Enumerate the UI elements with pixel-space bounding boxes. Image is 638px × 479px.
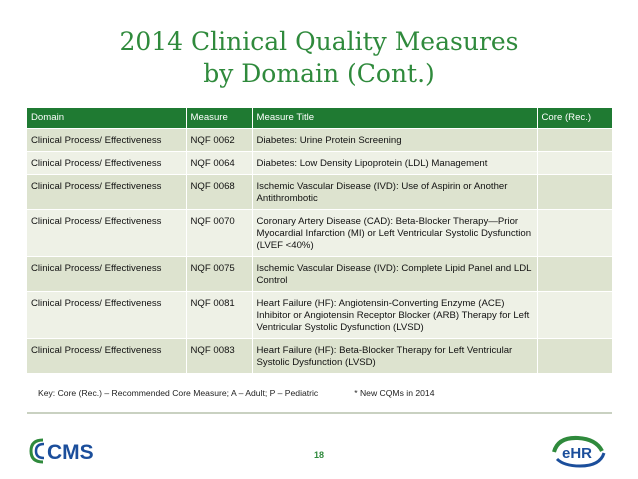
- table-row: [27, 128, 612, 151]
- new-cqm-note: * New CQMs in 2014: [354, 388, 435, 398]
- cell-title: Coronary Artery Disease (CAD): Beta-Blocker Therapy—Prior Myocardial Infarction (MI) or Left Ventricular Systolic Dysfunction (LVEF <40%): [252, 209, 537, 256]
- cell-domain: Clinical Process/ Effectiveness: [27, 338, 186, 373]
- ehr-logo-text: eHR: [562, 445, 593, 462]
- ehr-logo: [548, 433, 610, 471]
- header-domain: Domain: [27, 108, 186, 128]
- cell-core: [537, 209, 612, 256]
- footer-divider: [27, 412, 612, 414]
- slide-title-line-2: by Domain (Cont.): [203, 59, 435, 88]
- cell-title: Diabetes: Urine Protein Screening: [252, 128, 537, 151]
- cell-domain: Clinical Process/ Effectiveness: [27, 174, 186, 209]
- table-row: [27, 291, 612, 338]
- cell-measure: NQF 0070: [186, 209, 252, 256]
- cell-domain: Clinical Process/ Effectiveness: [27, 151, 186, 174]
- cell-measure: NQF 0062: [186, 128, 252, 151]
- cell-core: [537, 256, 612, 291]
- cell-core: [537, 174, 612, 209]
- slide-title: [0, 26, 638, 90]
- table-row: [27, 338, 612, 373]
- cell-domain: Clinical Process/ Effectiveness: [27, 256, 186, 291]
- cell-title: Heart Failure (HF): Beta-Blocker Therapy for Left Ventricular Systolic Dysfunction (LVSD): [252, 338, 537, 373]
- cell-title: Heart Failure (HF): Angiotensin-Converting Enzyme (ACE) Inhibitor or Angiotensin Receptor Blocker (ARB) Therapy for Left Ventricular Systolic Dysfunction (LVSD): [252, 291, 537, 338]
- cell-domain: Clinical Process/ Effectiveness: [27, 209, 186, 256]
- cell-measure: NQF 0075: [186, 256, 252, 291]
- cell-domain: Clinical Process/ Effectiveness: [27, 291, 186, 338]
- cms-logo-text: CMS: [47, 441, 94, 464]
- header-measure: Measure: [186, 108, 252, 128]
- key-text: Key: Core (Rec.) – Recommended Core Measure; A – Adult; P – Pediatric: [38, 388, 319, 398]
- cell-title: Diabetes: Low Density Lipoprotein (LDL) Management: [252, 151, 537, 174]
- cell-core: [537, 128, 612, 151]
- table-row: [27, 209, 612, 256]
- cell-title: Ischemic Vascular Disease (IVD): Complete Lipid Panel and LDL Control: [252, 256, 537, 291]
- cms-logo: [27, 436, 113, 466]
- cell-measure: NQF 0068: [186, 174, 252, 209]
- table-header-row: [27, 108, 612, 128]
- slide-title-line-1: 2014 Clinical Quality Measures: [119, 27, 519, 56]
- cell-title: Ischemic Vascular Disease (IVD): Use of Aspirin or Another Antithrombotic: [252, 174, 537, 209]
- cell-core: [537, 291, 612, 338]
- cell-domain: Clinical Process/ Effectiveness: [27, 128, 186, 151]
- cell-core: [537, 151, 612, 174]
- table-row: [27, 256, 612, 291]
- cell-core: [537, 338, 612, 373]
- header-core-rec: Core (Rec.): [537, 108, 612, 128]
- cell-measure: NQF 0081: [186, 291, 252, 338]
- cell-measure: NQF 0064: [186, 151, 252, 174]
- header-measure-title: Measure Title: [252, 108, 537, 128]
- page-number: 18: [313, 450, 324, 460]
- cqm-table: [27, 108, 613, 373]
- table-key: [38, 388, 434, 398]
- cell-measure: NQF 0083: [186, 338, 252, 373]
- table-row: [27, 151, 612, 174]
- table-row: [27, 174, 612, 209]
